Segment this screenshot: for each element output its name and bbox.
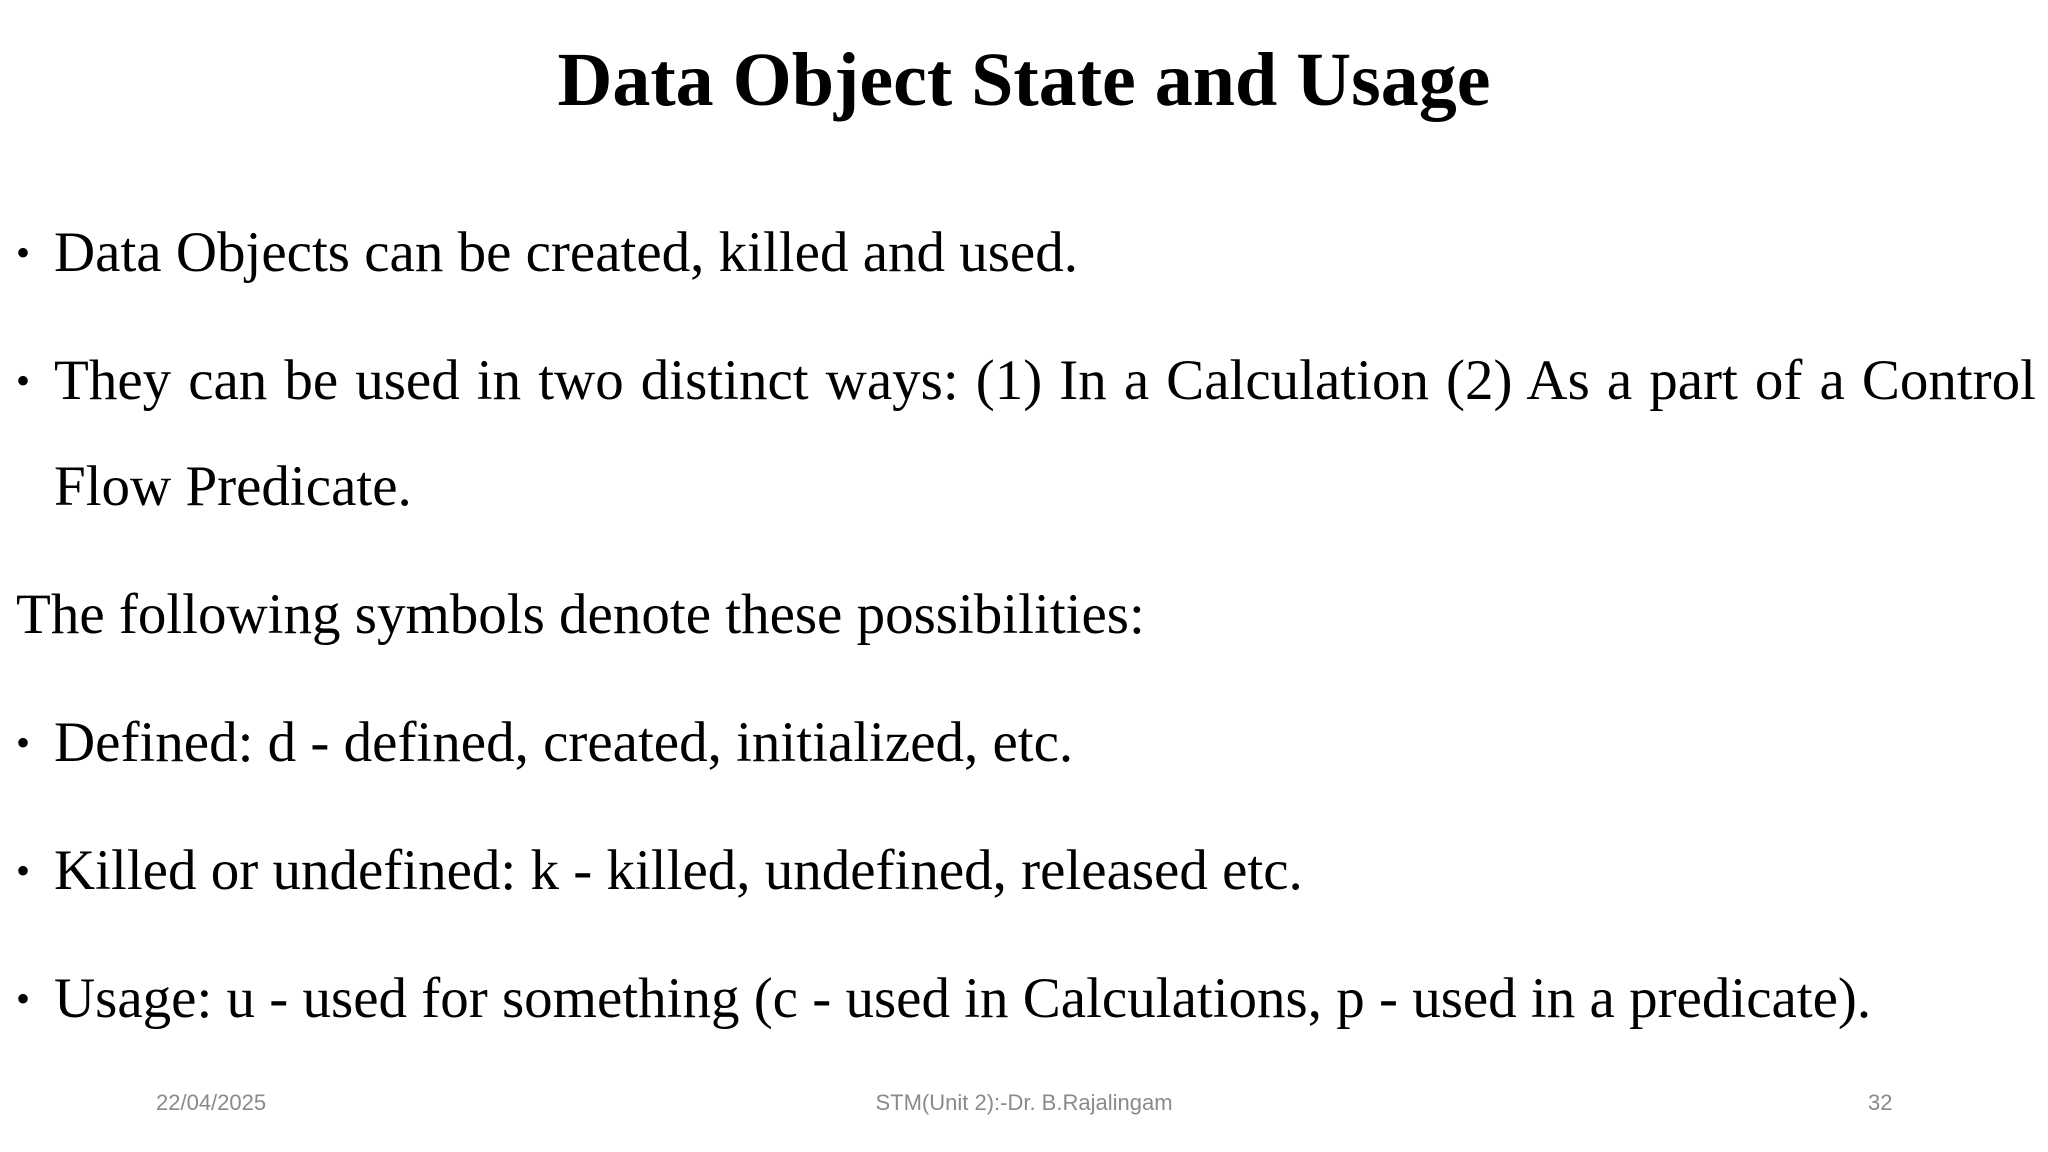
- bullet-text: Usage: u - used for something (c - used in Calculations, p - used in a predicate).: [54, 967, 1872, 1030]
- bullet-item: [16, 328, 2036, 540]
- bullet-icon: •: [16, 976, 31, 1021]
- bullet-item: [16, 946, 2036, 1052]
- slide-title: Data Object State and Usage: [557, 38, 1491, 122]
- bullet-icon: •: [16, 720, 31, 765]
- bullet-text: Killed or undefined: k - killed, undefined, released etc.: [54, 839, 1303, 902]
- bullet-text: Defined: d - defined, created, initialized, etc.: [54, 711, 1074, 774]
- bullet-icon: •: [16, 848, 31, 893]
- bullet-text: They can be used in two distinct ways: (1) In a Calculation (2) As a part of a Control Flow Predicate.: [54, 349, 2036, 518]
- footer-page-number: 32: [1868, 1090, 1893, 1115]
- bullet-item: [16, 818, 2036, 924]
- bullet-icon: •: [16, 358, 31, 403]
- bullet-item: [16, 690, 2036, 796]
- footer-date: 22/04/2025: [156, 1090, 267, 1115]
- slide-body: [16, 200, 2036, 1074]
- bullet-icon: •: [16, 230, 31, 275]
- footer-presenter: STM(Unit 2):-Dr. B.Rajalingam: [875, 1090, 1173, 1115]
- bullet-item: [16, 200, 2036, 306]
- bullet-text: Data Objects can be created, killed and used.: [54, 221, 1078, 284]
- intro-text: The following symbols denote these possibilities:: [16, 583, 1145, 646]
